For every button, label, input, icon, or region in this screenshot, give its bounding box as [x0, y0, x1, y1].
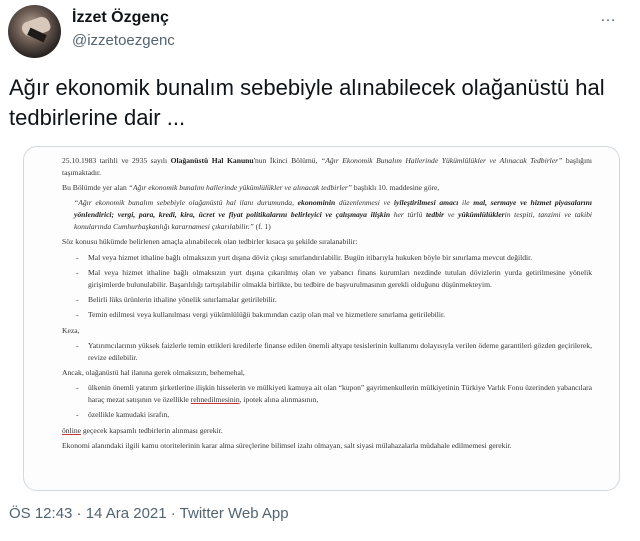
more-options-icon[interactable]: … [600, 8, 617, 25]
document-text-segment: yükümlülükler [458, 210, 505, 220]
document-text-segment: iyileştirilmesi amacı [393, 198, 459, 208]
document-paragraph [62, 325, 592, 337]
document-paragraph [62, 197, 592, 232]
document-paragraph [62, 340, 592, 364]
document-paragraph [62, 182, 592, 194]
document-text-segment: ve [444, 210, 459, 220]
document-paragraph [62, 294, 592, 306]
document-text-segment: Belirli lüks ürünlerin ithaline yönelik sınırlamalar getirilebilir. [88, 294, 277, 304]
author-name[interactable]: İzzet Özgenç [72, 9, 169, 26]
document-paragraph [62, 252, 592, 264]
author-handle[interactable]: @izzetoezgenc [72, 32, 175, 49]
document-text-segment: rehnedilmesinin [190, 395, 240, 405]
document-paragraph [62, 367, 592, 379]
document-paragraph [62, 409, 592, 421]
document-text-segment: (f. 1) [253, 221, 271, 231]
document-text [62, 155, 592, 455]
document-text-segment: Söz konusu hükümde belirlenen amaçla alınabilecek olan tedbirler kısaca şu şekilde sıralanabilir: [62, 237, 358, 247]
document-text-segment: in tespiti, tanzimi ve takibi konularında Cumhurbaşkanlığı kararnamesi çıkarılabilir.” [74, 210, 592, 231]
attached-document-image[interactable] [23, 146, 620, 491]
document-text-segment: 'nun İkinci Bölümü, [253, 156, 321, 165]
document-text-segment: önline [62, 425, 81, 435]
document-text-segment: Olağanüstü Hal Kanunu [170, 156, 254, 165]
document-text-segment: Mal veya hizmet ithaline bağlı olmaksızın yurt dışına çıkarılmış olan ve yabancı finans kurumları nezdinde tutulan dövizlerin yurda getirilmesine yönelik girişimlerde bulunulabilir. Başarılılığı tartışılabilir olmakla birlikte, bu tedbire de başvurulmasının gerekli olduğunu düşünmekteyim. [88, 267, 592, 289]
document-text-segment: geçecek kapsamlı tedbirlerin alınması gerekir. [80, 425, 223, 435]
document-text-segment: Bu Bölümde yer alan [62, 183, 129, 193]
document-text-segment: “Ağır Ekonomik Bunalım Hallerinde Yükümlülükler ve Alınacak Tedbirler” [320, 156, 563, 165]
document-text-segment: Temin edilmesi veya kullanılması vergi yükümlülüğü bakımından cazip olan mal ve hizmetlere sınırlama getirilebilir. [88, 310, 445, 320]
document-text-segment: ülkenin önemli yatırım şirketlerine ilişkin hisselerin ve mülkiyeti kamuya ait olan “kupon” gayrimenkullerin mülkiyetinin Türkiye Varlık Fonu üzerinden yabancılara haraç mezat satışının ve özellikle [88, 383, 592, 405]
document-paragraph [62, 440, 592, 452]
document-paragraph [62, 236, 592, 248]
document-paragraph [62, 425, 592, 437]
document-text-segment: Yatırımcılarının yüksek faizlerle temin ettikleri kredilerle finanse edilen önemli altyapı tesislerinin kullanımı dolayısıyla verilen ödeme garantileri gözden geçirilerek, revize edilebilir. [88, 340, 592, 362]
document-paragraph [62, 267, 592, 291]
document-text-segment: ile [458, 198, 474, 208]
tweet-timestamp[interactable]: ÖS 12:43 · 14 Ara 2021 · Twitter Web App [9, 505, 289, 522]
document-text-segment: başlıklı 10. maddesine göre, [352, 183, 440, 193]
document-text-segment: ekonominin [297, 198, 336, 208]
document-text-segment: tedbir [425, 210, 445, 220]
document-text-segment: başlığını taşımaktadır. [62, 156, 592, 177]
document-text-segment: mal, sermaye ve hizmet piyasalarını yönlendirici; vergi, para, kredi, kira, ücret ve fiyat politikalarını belirleyici ve çalışmaya ilişkin [74, 198, 592, 220]
document-text-segment: düzenlenmesi ve [335, 198, 394, 208]
document-text-segment: özellikle kamudaki israfın, [88, 410, 170, 420]
document-paragraph [62, 309, 592, 321]
document-paragraph [62, 155, 592, 179]
document-text-segment: Keza, [62, 325, 80, 335]
document-text-segment: Mal veya hizmet ithaline bağlı olmaksızın yurt dışına döviz çıkışı sınırlandırılabilir. Bugün itibarıyla hukuken böyle bir sınırlama mevcut değildir. [88, 252, 533, 262]
document-text-segment: “Ağır ekonomik bunalım hallerinde yükümlülükler ve alınacak tedbirler” [128, 183, 352, 193]
document-paragraph [62, 382, 592, 406]
document-text-segment: 25.10.1983 tarihli ve 2935 sayılı [62, 156, 171, 165]
document-text-segment: , ipotek alına alınmasının, [239, 395, 319, 405]
document-text-segment: Ekonomi alanındaki ilgili kamu otoritelerinin karar alma süreçlerine bilimsel izahı olmayan, salt siyasi mülahazalarla müdahale edilmemesi gerekir. [62, 440, 512, 450]
document-text-segment: Ancak, olağanüstü hal ilanına gerek olmaksızın, behemehal, [62, 367, 245, 377]
tweet-text: Ağır ekonomik bunalım sebebiyle alınabilecek olağanüstü hal tedbirlerine dair ... [9, 75, 605, 130]
document-text-segment: her türlü [390, 210, 426, 220]
document-text-segment: “Ağır ekonomik bunalım sebebiyle olağanüstü hal ilanı durumunda, [74, 198, 298, 208]
avatar[interactable] [8, 5, 61, 58]
